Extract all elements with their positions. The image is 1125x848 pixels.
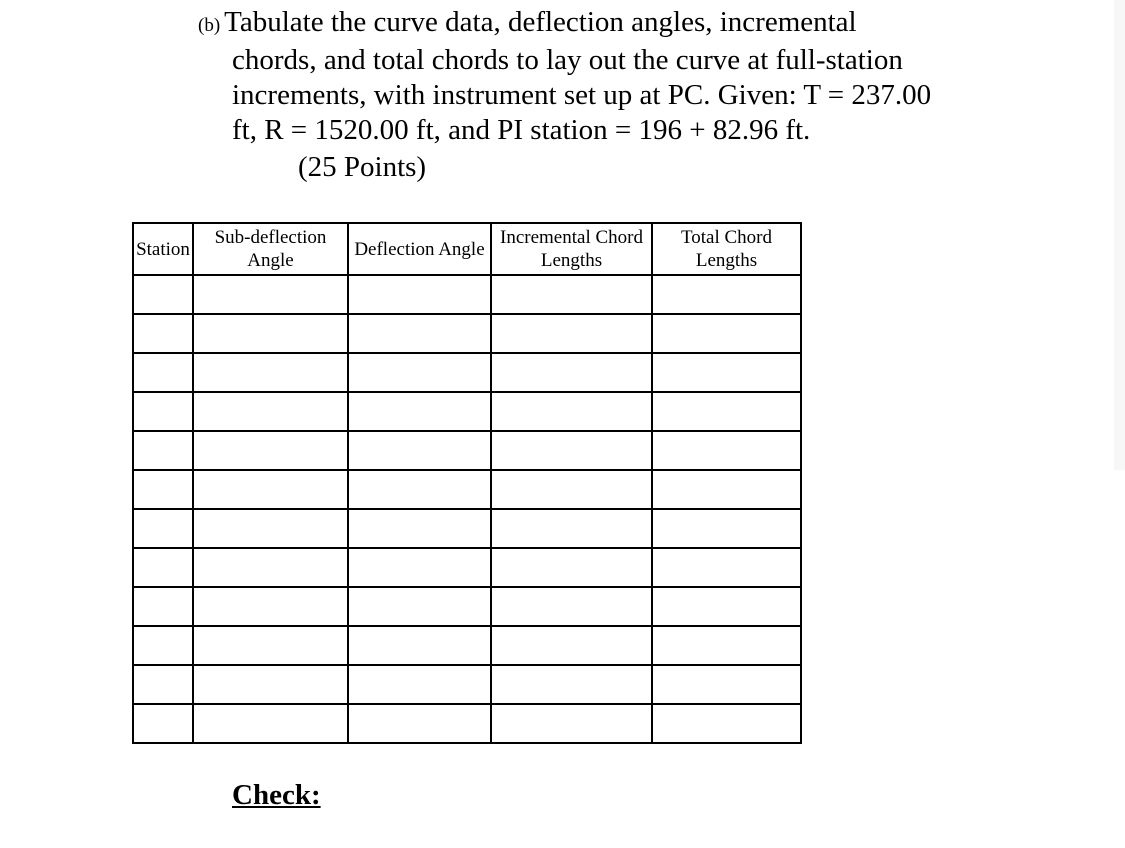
cell-incremental-chord[interactable] [491, 704, 652, 743]
cell-deflection-angle[interactable] [348, 275, 491, 314]
cell-incremental-chord[interactable] [491, 509, 652, 548]
cell-incremental-chord[interactable] [491, 353, 652, 392]
cell-sub-deflection[interactable] [193, 314, 348, 353]
cell-total-chord[interactable] [652, 587, 801, 626]
cell-incremental-chord[interactable] [491, 314, 652, 353]
cell-sub-deflection[interactable] [193, 665, 348, 704]
cell-deflection-angle[interactable] [348, 470, 491, 509]
cell-station[interactable] [133, 704, 193, 743]
table-header-row [133, 223, 801, 275]
cell-deflection-angle[interactable] [348, 626, 491, 665]
cell-station[interactable] [133, 509, 193, 548]
cell-sub-deflection[interactable] [193, 704, 348, 743]
table-row [133, 470, 801, 509]
header-incremental-chord-line-1: Incremental Chord [500, 227, 643, 248]
table-row [133, 704, 801, 743]
table-row [133, 431, 801, 470]
cell-sub-deflection[interactable] [193, 626, 348, 665]
table-row [133, 587, 801, 626]
cell-station[interactable] [133, 626, 193, 665]
cell-sub-deflection[interactable] [193, 587, 348, 626]
table-row [133, 626, 801, 665]
cell-station[interactable] [133, 587, 193, 626]
cell-deflection-angle[interactable] [348, 353, 491, 392]
cell-sub-deflection[interactable] [193, 275, 348, 314]
table-row [133, 548, 801, 587]
cell-deflection-angle[interactable] [348, 665, 491, 704]
table-row [133, 275, 801, 314]
check-label: Check: [232, 779, 321, 811]
cell-total-chord[interactable] [652, 314, 801, 353]
header-incremental-chord [491, 223, 652, 275]
cell-station[interactable] [133, 275, 193, 314]
cell-total-chord[interactable] [652, 431, 801, 470]
table-row [133, 509, 801, 548]
cell-sub-deflection[interactable] [193, 470, 348, 509]
page-edge-shadow [1114, 0, 1125, 470]
cell-sub-deflection[interactable] [193, 548, 348, 587]
cell-sub-deflection[interactable] [193, 509, 348, 548]
question-line-1 [198, 5, 998, 43]
cell-deflection-angle[interactable] [348, 704, 491, 743]
cell-deflection-angle[interactable] [348, 314, 491, 353]
cell-total-chord[interactable] [652, 353, 801, 392]
cell-station[interactable] [133, 665, 193, 704]
table-row [133, 665, 801, 704]
cell-total-chord[interactable] [652, 548, 801, 587]
cell-deflection-angle[interactable] [348, 392, 491, 431]
cell-sub-deflection[interactable] [193, 392, 348, 431]
table-body [133, 275, 801, 743]
cell-incremental-chord[interactable] [491, 587, 652, 626]
cell-station[interactable] [133, 353, 193, 392]
cell-incremental-chord[interactable] [491, 470, 652, 509]
cell-incremental-chord[interactable] [491, 275, 652, 314]
table-row [133, 392, 801, 431]
question-label: (b) [198, 15, 221, 36]
cell-total-chord[interactable] [652, 509, 801, 548]
cell-sub-deflection[interactable] [193, 431, 348, 470]
cell-total-chord[interactable] [652, 392, 801, 431]
header-station: Station [133, 223, 193, 275]
header-sub-deflection [193, 223, 348, 275]
header-total-chord-line-2: Lengths [695, 250, 758, 271]
table-row [133, 353, 801, 392]
points-label: (25 Points) [298, 151, 427, 183]
question-text [198, 5, 998, 148]
question-line-3: increments, with instrument set up at PC. Given: T = 237.00 [232, 79, 932, 111]
header-total-chord-line-1: Total Chord [680, 227, 773, 248]
cell-total-chord[interactable] [652, 626, 801, 665]
cell-station[interactable] [133, 392, 193, 431]
cell-incremental-chord[interactable] [491, 431, 652, 470]
cell-deflection-angle[interactable] [348, 431, 491, 470]
cell-station[interactable] [133, 470, 193, 509]
cell-total-chord[interactable] [652, 470, 801, 509]
cell-station[interactable] [133, 431, 193, 470]
header-total-chord [652, 223, 801, 275]
cell-total-chord[interactable] [652, 704, 801, 743]
header-sub-deflection-line-1: Sub-deflection [214, 227, 327, 248]
cell-sub-deflection[interactable] [193, 353, 348, 392]
question-line-1-text: Tabulate the curve data, deflection angles, incremental [224, 6, 857, 38]
table-row [133, 314, 801, 353]
question-line-2: chords, and total chords to lay out the curve at full-station [232, 44, 903, 76]
header-deflection-angle: Deflection Angle [348, 223, 491, 275]
header-sub-deflection-line-2: Angle [247, 250, 294, 271]
cell-station[interactable] [133, 314, 193, 353]
question-line-4: ft, R = 1520.00 ft, and PI station = 196 + 82.96 ft. [232, 114, 811, 146]
header-incremental-chord-line-2: Lengths [540, 250, 603, 271]
cell-total-chord[interactable] [652, 665, 801, 704]
cell-station[interactable] [133, 548, 193, 587]
cell-incremental-chord[interactable] [491, 626, 652, 665]
cell-deflection-angle[interactable] [348, 509, 491, 548]
cell-incremental-chord[interactable] [491, 548, 652, 587]
cell-total-chord[interactable] [652, 275, 801, 314]
cell-incremental-chord[interactable] [491, 392, 652, 431]
cell-deflection-angle[interactable] [348, 587, 491, 626]
cell-deflection-angle[interactable] [348, 548, 491, 587]
layout-table [132, 222, 802, 744]
cell-incremental-chord[interactable] [491, 665, 652, 704]
